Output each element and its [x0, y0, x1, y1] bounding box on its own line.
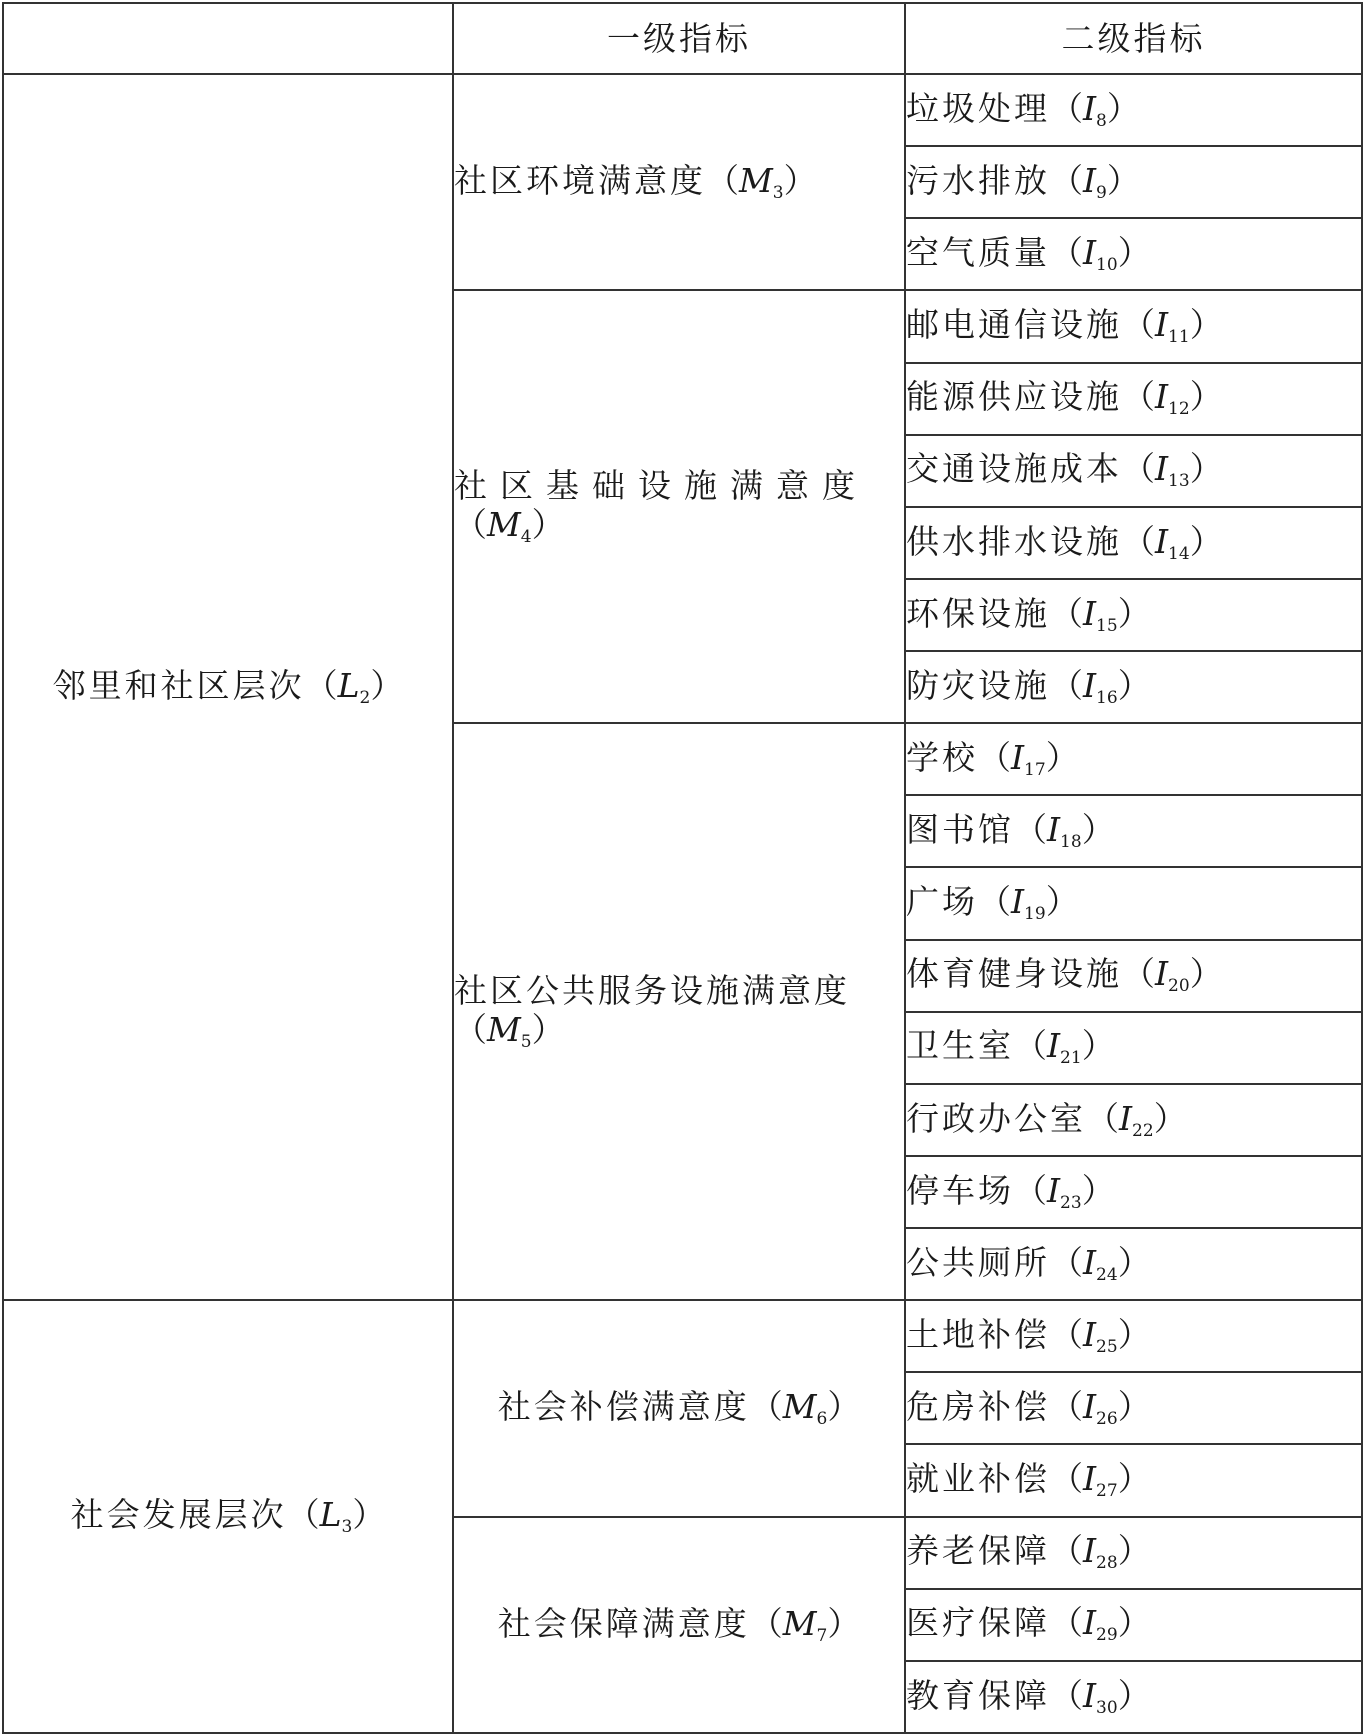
secondary-symbol: I [1083, 1314, 1097, 1354]
secondary-cell-i29: 医疗保障$(I_{29})$ [905, 1589, 1362, 1661]
primary-label: 社区环境满意度 [454, 160, 706, 200]
secondary-subscript: 21 [1060, 1048, 1082, 1069]
secondary-subscript: 26 [1096, 1409, 1118, 1430]
secondary-label: 广场 [906, 882, 978, 922]
secondary-label: 环保设施 [906, 593, 1050, 633]
level-label: 邻里和社区层次 [52, 665, 305, 705]
secondary-label: 污水排放 [906, 160, 1050, 200]
secondary-cell-i21: 卫生室$(I_{21})$ [905, 1012, 1362, 1084]
table-row [3, 74, 1362, 146]
level-cell-l3: 社会发展层次$(L_3)$ [3, 1300, 453, 1733]
secondary-label: 危房补偿 [906, 1387, 1050, 1427]
secondary-symbol: I [1155, 449, 1169, 489]
level-symbol: L [319, 1495, 342, 1535]
secondary-cell-i15: 环保设施$(I_{15})$ [905, 579, 1362, 651]
primary-subscript: 4 [520, 527, 532, 548]
secondary-subscript: 16 [1096, 687, 1118, 708]
secondary-symbol: I [1083, 1242, 1097, 1282]
secondary-label: 医疗保障 [906, 1603, 1050, 1643]
secondary-symbol: I [1083, 665, 1097, 705]
secondary-label: 学校 [906, 737, 978, 777]
secondary-symbol: I [1083, 1459, 1097, 1499]
secondary-cell-i13: 交通设施成本$(I_{13})$ [905, 435, 1362, 507]
secondary-label: 体育健身设施 [906, 954, 1122, 994]
primary-cell-m3: 社区环境满意度$(M_3)$ [453, 74, 905, 290]
secondary-subscript: 9 [1096, 182, 1107, 203]
secondary-subscript: 11 [1168, 327, 1190, 348]
secondary-label: 垃圾处理 [906, 88, 1050, 128]
secondary-cell-i9: 污水排放$(I_9)$ [905, 146, 1362, 218]
secondary-symbol: I [1119, 1098, 1133, 1138]
level-subscript: 3 [341, 1517, 353, 1538]
secondary-cell-i26: 危房补偿$(I_{26})$ [905, 1372, 1362, 1444]
secondary-cell-i30: 教育保障$(I_{30})$ [905, 1661, 1362, 1733]
secondary-symbol: I [1047, 1170, 1061, 1210]
level-cell-l2: 邻里和社区层次$(L_2)$ [3, 74, 453, 1300]
secondary-subscript: 30 [1096, 1697, 1118, 1718]
secondary-cell-i19: 广场$(I_{19})$ [905, 867, 1362, 939]
secondary-cell-i27: 就业补偿$(I_{27})$ [905, 1444, 1362, 1516]
header-row [3, 3, 1362, 74]
secondary-symbol: I [1083, 160, 1097, 200]
primary-label: 社区公共服务设施满意度 [454, 970, 850, 1010]
secondary-symbol: I [1083, 1387, 1097, 1427]
secondary-symbol: I [1155, 305, 1169, 345]
primary-cell-m5: 社区公共服务设施满意度$(M_5)$ [453, 723, 905, 1300]
secondary-subscript: 17 [1024, 759, 1046, 780]
secondary-symbol: I [1011, 882, 1025, 922]
secondary-subscript: 23 [1060, 1192, 1082, 1213]
level-label: 社会发展层次 [70, 1495, 287, 1535]
primary-cell-m4: 社区基础设施满意度$(M_4)$ [453, 290, 905, 723]
primary-symbol: M [782, 1603, 817, 1643]
secondary-symbol: I [1083, 1675, 1097, 1715]
secondary-label: 防灾设施 [906, 665, 1050, 705]
secondary-label: 行政办公室 [906, 1098, 1086, 1138]
secondary-cell-i28: 养老保障$(I_{28})$ [905, 1517, 1362, 1589]
secondary-subscript: 18 [1060, 832, 1082, 853]
secondary-cell-i17: 学校$(I_{17})$ [905, 723, 1362, 795]
primary-label: 社会补偿满意度 [497, 1387, 750, 1427]
secondary-symbol: I [1047, 1026, 1061, 1066]
secondary-cell-i12: 能源供应设施$(I_{12})$ [905, 363, 1362, 435]
secondary-label: 公共厕所 [906, 1242, 1050, 1282]
secondary-label: 养老保障 [906, 1531, 1050, 1571]
indicator-table [2, 2, 1363, 1734]
secondary-symbol: I [1155, 377, 1169, 417]
secondary-cell-i23: 停车场$(I_{23})$ [905, 1156, 1362, 1228]
level-symbol: L [337, 665, 360, 705]
primary-subscript: 7 [816, 1625, 828, 1646]
primary-symbol: M [782, 1387, 817, 1427]
secondary-subscript: 29 [1096, 1625, 1118, 1646]
header-level [3, 3, 453, 74]
secondary-label: 邮电通信设施 [906, 305, 1122, 345]
primary-symbol: M [739, 160, 773, 200]
secondary-symbol: I [1047, 810, 1061, 850]
table-row [3, 1300, 1362, 1372]
primary-cell-m6: 社会补偿满意度$(M_6)$ [453, 1300, 905, 1516]
secondary-cell-i8: 垃圾处理$(I_8)$ [905, 74, 1362, 146]
secondary-label: 就业补偿 [906, 1459, 1050, 1499]
secondary-label: 教育保障 [906, 1675, 1050, 1715]
secondary-subscript: 8 [1096, 110, 1107, 131]
secondary-symbol: I [1011, 737, 1025, 777]
secondary-cell-i10: 空气质量$(I_{10})$ [905, 218, 1362, 290]
secondary-label: 供水排水设施 [906, 521, 1122, 561]
primary-subscript: 3 [772, 182, 784, 203]
primary-label: 社会保障满意度 [497, 1603, 750, 1643]
secondary-cell-i22: 行政办公室$(I_{22})$ [905, 1084, 1362, 1156]
secondary-subscript: 15 [1096, 615, 1118, 636]
secondary-cell-i25: 土地补偿$(I_{25})$ [905, 1300, 1362, 1372]
header-secondary-indicator: 二级指标 [905, 3, 1362, 74]
primary-subscript: 5 [520, 1032, 532, 1053]
secondary-symbol: I [1083, 88, 1097, 128]
secondary-label: 能源供应设施 [906, 377, 1122, 417]
secondary-symbol: I [1083, 233, 1097, 273]
primary-label: 社区基础设施满意度 [454, 465, 868, 505]
primary-symbol: M [487, 1010, 521, 1050]
secondary-subscript: 19 [1024, 904, 1046, 925]
secondary-subscript: 27 [1096, 1481, 1118, 1502]
secondary-label: 土地补偿 [906, 1314, 1050, 1354]
secondary-subscript: 24 [1096, 1264, 1118, 1285]
secondary-subscript: 22 [1132, 1120, 1154, 1141]
primary-cell-m7: 社会保障满意度$(M_7)$ [453, 1517, 905, 1734]
secondary-label: 空气质量 [906, 233, 1050, 273]
secondary-cell-i16: 防灾设施$(I_{16})$ [905, 651, 1362, 723]
secondary-symbol: I [1083, 1603, 1097, 1643]
primary-subscript: 6 [816, 1409, 828, 1430]
secondary-subscript: 12 [1168, 399, 1190, 420]
header-primary-indicator: 一级指标 [453, 3, 905, 74]
secondary-label: 图书馆 [906, 810, 1014, 850]
secondary-label: 停车场 [906, 1170, 1014, 1210]
secondary-subscript: 20 [1168, 976, 1190, 997]
secondary-subscript: 14 [1168, 543, 1190, 564]
secondary-label: 交通设施成本 [906, 449, 1122, 489]
secondary-label: 卫生室 [906, 1026, 1014, 1066]
secondary-subscript: 13 [1168, 471, 1190, 492]
secondary-symbol: I [1083, 593, 1097, 633]
secondary-cell-i11: 邮电通信设施$(I_{11})$ [905, 290, 1362, 362]
secondary-symbol: I [1155, 521, 1169, 561]
secondary-cell-i20: 体育健身设施$(I_{20})$ [905, 940, 1362, 1012]
secondary-subscript: 28 [1096, 1553, 1118, 1574]
secondary-symbol: I [1083, 1531, 1097, 1571]
secondary-symbol: I [1155, 954, 1169, 994]
secondary-subscript: 10 [1096, 255, 1118, 276]
secondary-subscript: 25 [1096, 1336, 1118, 1357]
level-subscript: 2 [359, 687, 371, 708]
primary-symbol: M [487, 505, 521, 545]
secondary-cell-i18: 图书馆$(I_{18})$ [905, 795, 1362, 867]
secondary-cell-i24: 公共厕所$(I_{24})$ [905, 1228, 1362, 1300]
secondary-cell-i14: 供水排水设施$(I_{14})$ [905, 507, 1362, 579]
